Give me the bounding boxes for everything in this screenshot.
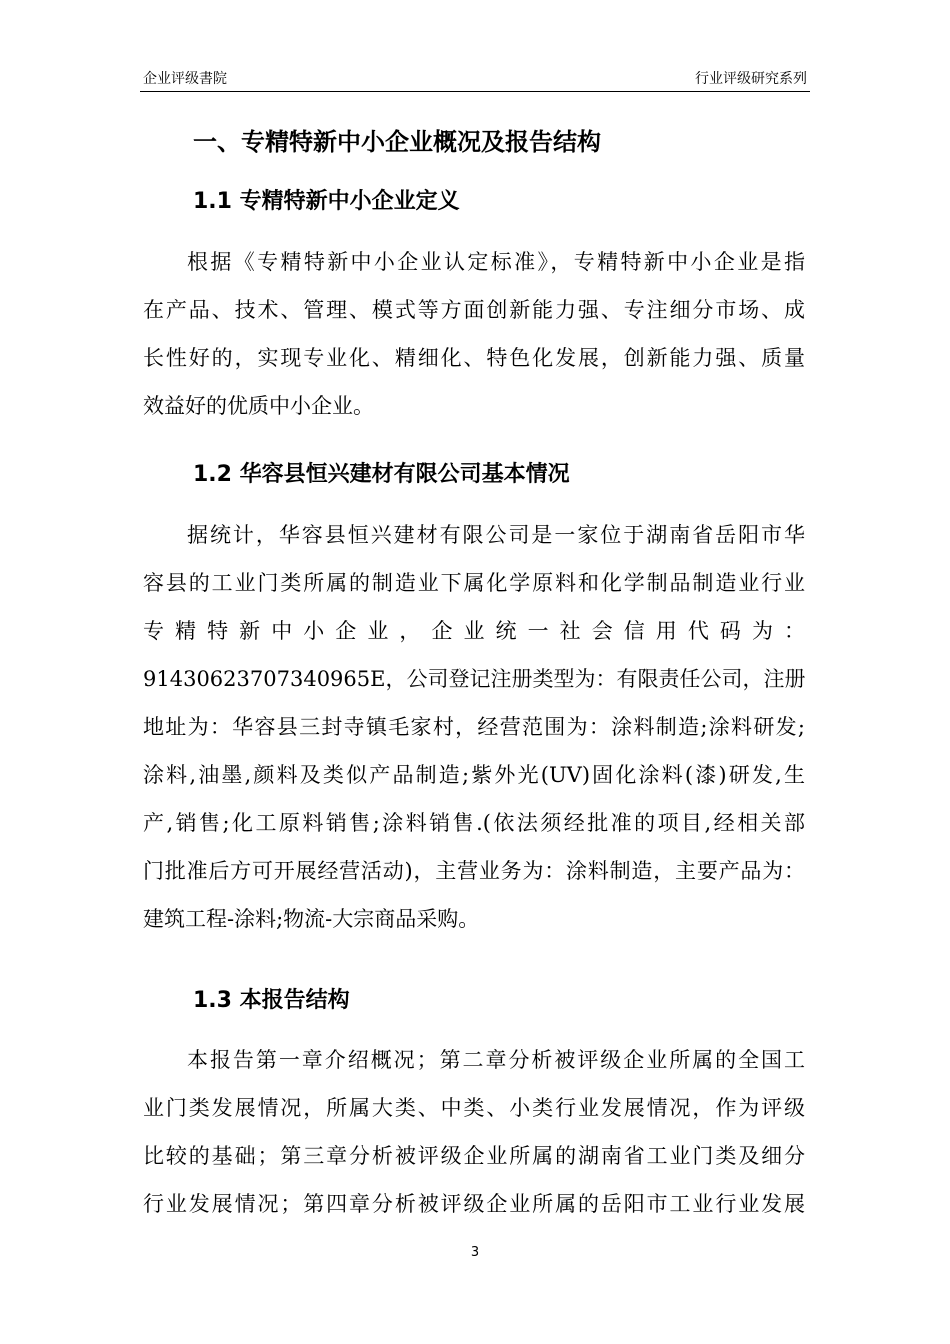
section-paragraph-1-2 <box>143 511 805 943</box>
section-paragraph-1-1 <box>143 238 805 430</box>
header-divider <box>140 91 810 92</box>
header-left-text: 企业评级書院 <box>143 71 227 87</box>
paragraph-line: 比较的基础；第三章分析被评级企业所属的湖南省工业门类及细分 <box>143 1144 805 1168</box>
section-paragraph-1-3 <box>143 1036 805 1228</box>
paragraph-line: 地址为：华容县三封寺镇毛家村，经营范围为：涂料制造;涂料研发; <box>143 715 805 739</box>
paragraph-line: 门批准后方可开展经营活动)，主营业务为：涂料制造，主要产品为： <box>143 859 805 883</box>
page-number: 3 <box>470 1245 480 1260</box>
paragraph-line: 在产品、技术、管理、模式等方面创新能力强、专注细分市场、成 <box>143 298 805 322</box>
paragraph-line: 效益好的优质中小企业。 <box>143 394 374 418</box>
paragraph-line: 据统计，华容县恒兴建材有限公司是一家位于湖南省岳阳市华 <box>187 523 805 547</box>
paragraph-line: 91430623707340965E，公司登记注册类型为：有限责任公司，注册 <box>143 667 806 691</box>
paragraph-line: 根据《专精特新中小企业认定标准》，专精特新中小企业是指 <box>187 250 805 274</box>
paragraph-line: 本报告第一章介绍概况；第二章分析被评级企业所属的全国工 <box>187 1048 805 1072</box>
header-right-text: 行业评级研究系列 <box>695 71 807 87</box>
paragraph-line: 业门类发展情况，所属大类、中类、小类行业发展情况，作为评级 <box>143 1096 805 1120</box>
section-heading-1-3: 1.3 本报告结构 <box>193 988 350 1013</box>
paragraph-line: 容县的工业门类所属的制造业下属化学原料和化学制品制造业行业 <box>143 571 805 595</box>
paragraph-line: 涂料,油墨,颜料及类似产品制造;紫外光(UV)固化涂料(漆)研发,生 <box>143 763 805 787</box>
paragraph-line: 产,销售;化工原料销售;涂料销售.(依法须经批准的项目,经相关部 <box>143 811 805 835</box>
paragraph-line: 行业发展情况；第四章分析被评级企业所属的岳阳市工业行业发展 <box>143 1192 805 1216</box>
section-heading-1-2: 1.2 华容县恒兴建材有限公司基本情况 <box>193 462 570 487</box>
paragraph-line: 长性好的，实现专业化、精细化、特色化发展，创新能力强、质量 <box>143 346 805 370</box>
chapter-title: 一、专精特新中小企业概况及报告结构 <box>193 128 601 156</box>
paragraph-line: 建筑工程-涂料;物流-大宗商品采购。 <box>143 907 480 931</box>
paragraph-line: 专精特新中小企业，企业统一社会信用代码为： <box>143 619 805 643</box>
section-heading-1-1: 1.1 专精特新中小企业定义 <box>193 189 460 214</box>
